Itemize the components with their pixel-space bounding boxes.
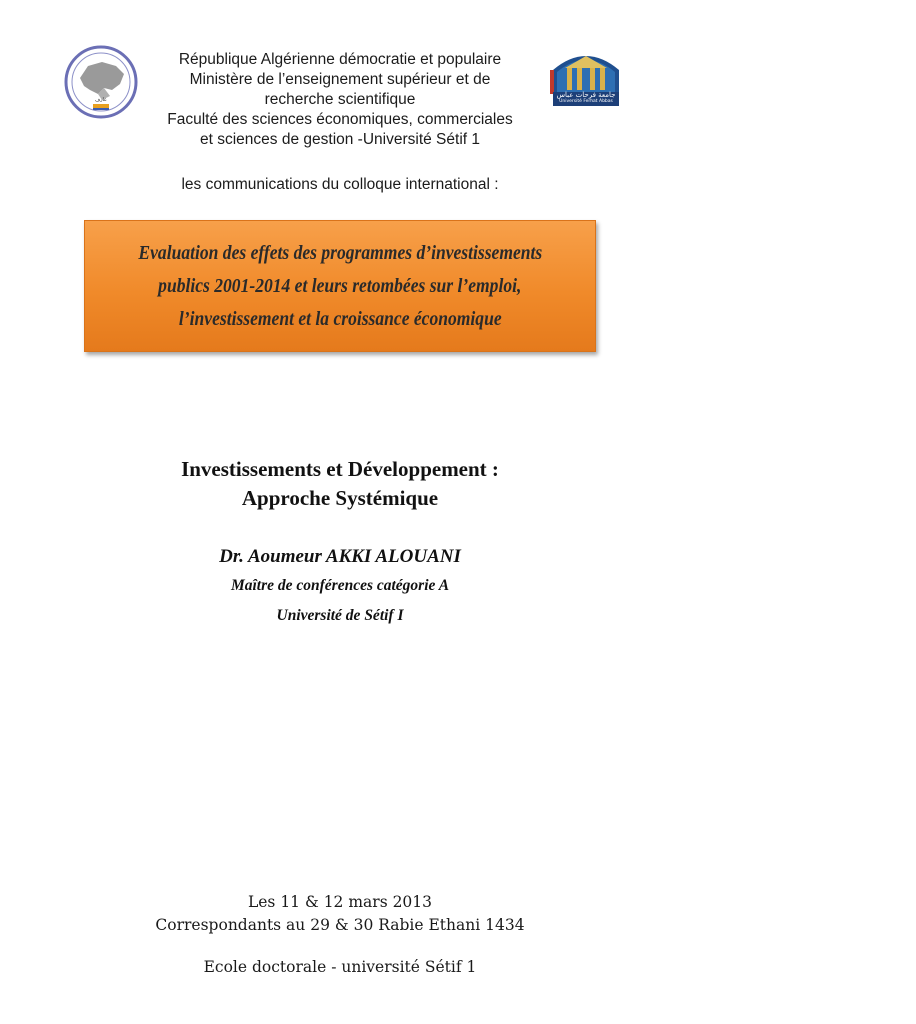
svg-text:ﻋﺎﺭﻑ: ﻋﺎﺭﻑ xyxy=(94,97,108,103)
event-school: Ecole doctorale - université Sétif 1 xyxy=(203,958,477,976)
logo-latin-caption: Université Ferhat Abbas xyxy=(559,99,613,104)
logo-arabic-caption: جامعة فرحات عباس xyxy=(556,91,616,99)
event-dates: Les 11 & 12 mars 2013 xyxy=(247,893,433,911)
header-line-republic: République Algérienne démocratie et populaire xyxy=(178,51,502,68)
paper-title-line: Investissements et Développement : xyxy=(181,457,499,481)
author-role: Maître de conférences catégorie A xyxy=(230,577,450,594)
event-hijri-dates: Correspondants au 29 & 30 Rabie Ethani 1434 xyxy=(155,916,525,934)
author-block xyxy=(100,543,580,631)
author-affiliation: Université de Sétif I xyxy=(276,607,404,624)
paper-title xyxy=(100,455,580,513)
banner-line: publics 2001-2014 et leurs retombées sur l’emploi, xyxy=(158,275,522,297)
institution-header xyxy=(150,50,530,150)
header-line-faculty: Faculté des sciences économiques, commerciales xyxy=(167,111,513,128)
banner-line: Evaluation des effets des programmes d’investissements xyxy=(138,242,542,264)
paper-title-line: Approche Systémique xyxy=(241,486,439,510)
university-ferhat-abbas-logo xyxy=(547,44,625,108)
colloque-intro: les communications du colloque international : xyxy=(181,176,499,193)
header-line-ministry: Ministère de l’enseignement supérieur et de xyxy=(189,71,491,88)
header-line-research: recherche scientifique xyxy=(264,91,416,108)
faculty-seal-logo xyxy=(58,44,144,120)
colloque-title-banner xyxy=(84,220,596,352)
header-line-university: et sciences de gestion -Université Sétif 1 xyxy=(200,131,480,148)
author-name: Dr. Aoumeur AKKI ALOUANI xyxy=(219,546,461,567)
banner-line: l’investissement et la croissance économique xyxy=(178,308,502,330)
event-footer xyxy=(100,891,580,979)
